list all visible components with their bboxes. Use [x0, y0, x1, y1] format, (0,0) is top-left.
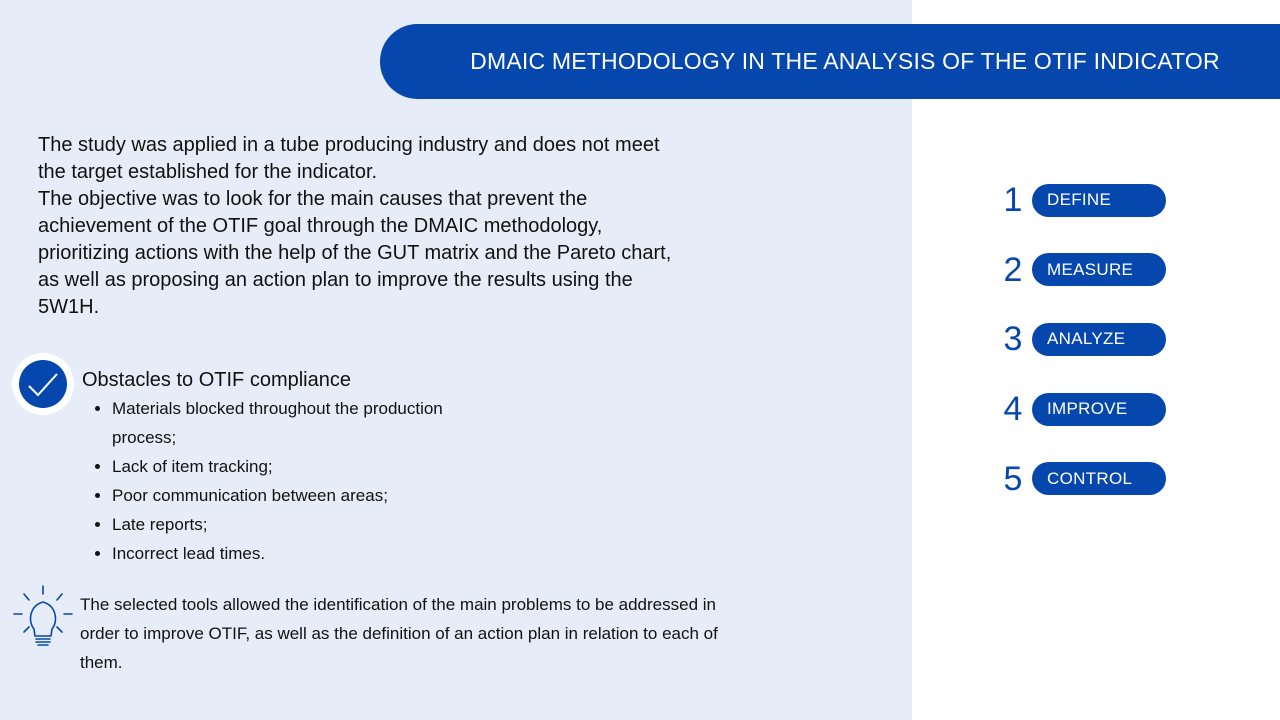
intro-paragraph-2: The objective was to look for the main causes that prevent the achievement of the OTIF goal through the DMAIC methodology, prioritizing actions with the help of the GUT matrix and the Pareto chart, as well as proposing an action plan to improve the results using the 5W1H.	[38, 188, 672, 318]
step-number: 1	[1003, 181, 1023, 219]
lightbulb-icon	[12, 584, 74, 650]
step-number: 4	[1003, 390, 1023, 429]
step-number: 2	[1003, 250, 1023, 289]
dmaic-steps	[996, 180, 1196, 528]
step-measure	[996, 250, 1196, 290]
step-label: DEFINE	[1032, 184, 1166, 217]
step-control	[996, 459, 1196, 499]
intro-text	[38, 132, 678, 321]
page-title: DMAIC METHODOLOGY IN THE ANALYSIS OF THE OTIF INDICATOR	[470, 48, 1220, 74]
step-label: ANALYZE	[1032, 323, 1166, 356]
list-item: • Late reports;	[112, 510, 492, 539]
step-label: MEASURE	[1032, 253, 1166, 286]
step-number: 5	[1003, 459, 1023, 498]
obstacles-list	[92, 394, 492, 568]
obstacles-title: Obstacles to OTIF compliance	[82, 369, 351, 391]
step-label: IMPROVE	[1032, 393, 1166, 426]
step-define	[996, 180, 1196, 220]
title-banner	[380, 24, 1280, 99]
step-improve	[996, 389, 1196, 429]
checkmark-circle-icon	[12, 353, 74, 415]
step-number: 3	[1003, 320, 1023, 359]
list-item: • Incorrect lead times.	[112, 539, 492, 568]
step-label: CONTROL	[1032, 462, 1166, 495]
step-analyze	[996, 319, 1196, 359]
conclusion-text: The selected tools allowed the identification of the main problems to be addressed in order to improve OTIF, as well as the definition of an action plan in relation to each of them.	[80, 595, 718, 672]
list-item: • Lack of item tracking;	[112, 452, 492, 481]
list-item: • Poor communication between areas;	[112, 481, 492, 510]
intro-paragraph-1: The study was applied in a tube producing industry and does not meet the target established for the indicator.	[38, 134, 660, 183]
list-item: • Materials blocked throughout the production process;	[112, 394, 492, 452]
